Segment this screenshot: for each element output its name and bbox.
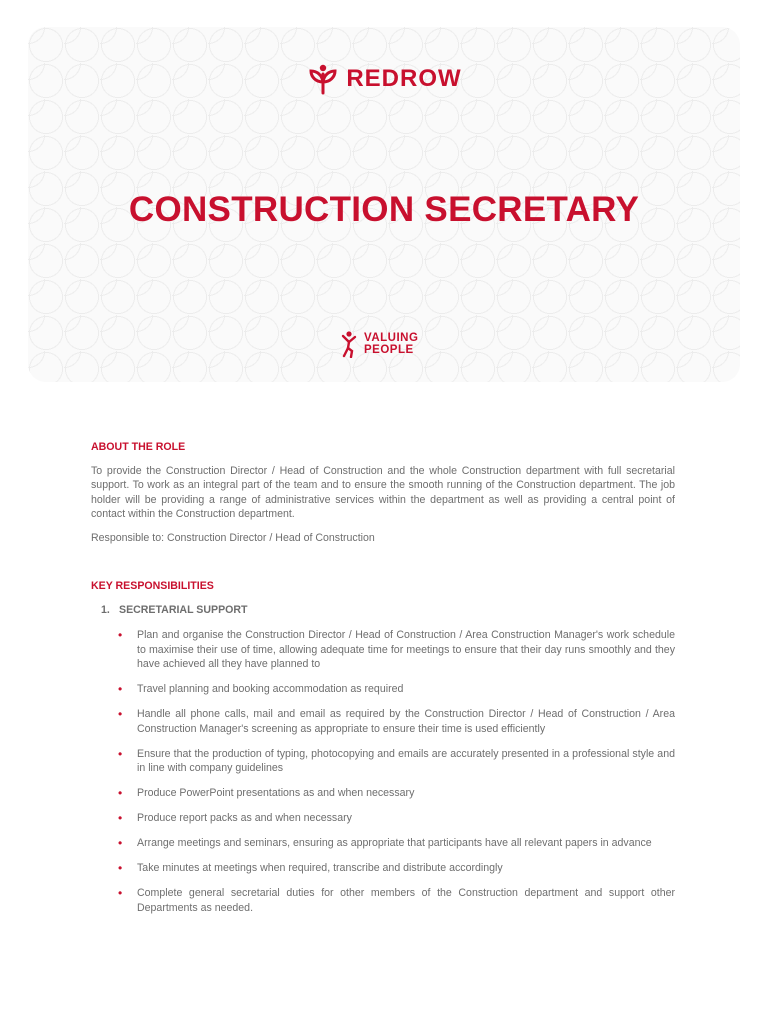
page-title: CONSTRUCTION SECRETARY: [128, 190, 640, 229]
list-item: [118, 682, 675, 697]
bullet-icon: •: [118, 836, 123, 850]
list-item: [118, 811, 675, 826]
brand-name: REDROW: [346, 65, 462, 92]
bullet-icon: •: [118, 811, 123, 825]
bullet-icon: •: [118, 707, 123, 721]
secretarial-support-heading: [101, 603, 675, 618]
bullet-icon: •: [118, 786, 123, 800]
section-number: 1.: [101, 603, 110, 616]
list-item-text: Complete general secretarial duties for other members of the Construction department and support other Departments as needed.: [137, 887, 675, 914]
redrow-logo: [0, 62, 768, 96]
list-item-text: Produce PowerPoint presentations as and when necessary: [137, 787, 415, 799]
bullet-icon: •: [118, 886, 123, 900]
bullet-icon: •: [118, 861, 123, 875]
key-responsibilities-heading: KEY RESPONSIBILITIES: [91, 580, 214, 592]
list-item-text: Ensure that the production of typing, photocopying and emails are accurately presented in a professional style and in line with company guidelines: [137, 747, 675, 774]
valuing-people-badge: [340, 330, 418, 358]
redrow-sprout-icon: [306, 62, 340, 96]
list-item: [118, 786, 675, 801]
list-item: [118, 886, 675, 915]
list-item-text: Arrange meetings and seminars, ensuring as appropriate that participants have all relevant papers in advance: [137, 837, 652, 849]
person-figure-icon: [340, 330, 358, 358]
responsible-to: Responsible to: Construction Director / Head of Construction: [91, 531, 375, 544]
bullet-icon: •: [118, 746, 123, 761]
list-item-text: Plan and organise the Construction Director / Head of Construction / Area Construction Manager's work schedule to maximise their use of time, allowing adequate time for meetings to ensure that their day runs smoothly and they have achieved all they have planned to: [137, 629, 675, 670]
responsibilities-list: [91, 628, 675, 915]
values-line-2: PEOPLE: [364, 344, 414, 356]
list-item-text: Handle all phone calls, mail and email as required by the Construction Director / Head of Construction / Area Construction Manager's screening as appropriate to ensure their time is used efficiently: [137, 708, 675, 735]
list-item: [118, 861, 675, 876]
list-item: [118, 707, 675, 736]
list-item-text: Take minutes at meetings when required, transcribe and distribute accordingly: [137, 862, 503, 874]
list-item-text: Travel planning and booking accommodation as required: [137, 683, 404, 695]
list-item: [118, 628, 675, 672]
list-item: [118, 836, 675, 851]
list-item: [118, 746, 675, 776]
document-body: [91, 440, 675, 926]
bullet-icon: •: [118, 628, 123, 642]
about-body: To provide the Construction Director / Head of Construction and the whole Construction department with full secretarial support. To work as an integral part of the team and to ensure the smooth running of the Construction department. The job holder will be providing a range of administrative services within the department as well as providing a central point of contact within the Construction department.: [91, 464, 675, 520]
values-line-1: VALUING: [364, 332, 419, 344]
about-heading: ABOUT THE ROLE: [91, 441, 186, 453]
bullet-icon: •: [118, 682, 123, 696]
list-item-text: Produce report packs as and when necessary: [137, 812, 352, 824]
section-title: SECRETARIAL SUPPORT: [119, 603, 248, 616]
